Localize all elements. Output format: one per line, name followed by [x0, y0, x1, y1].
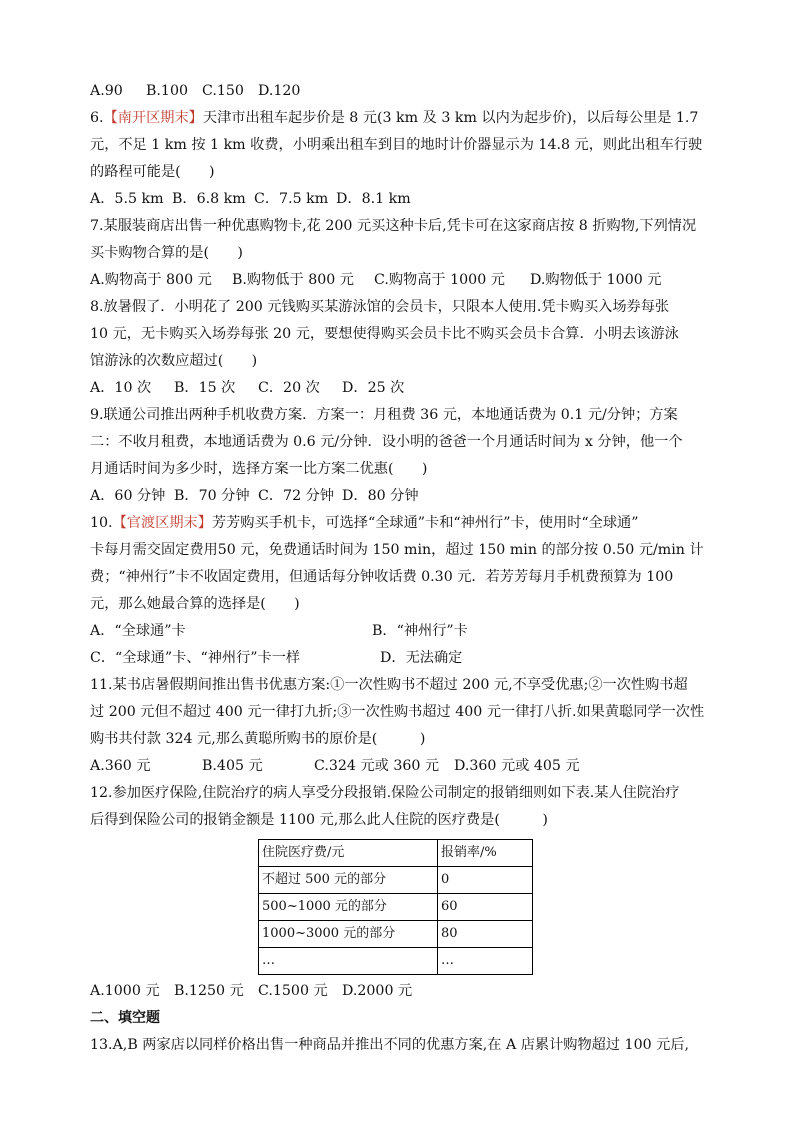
q5-option-b: B.100	[146, 83, 189, 99]
q6-line-3: 的路程可能是( )	[90, 164, 215, 180]
q7-options	[90, 267, 702, 294]
q10-number: 10.	[90, 515, 113, 531]
q6-text-1: 天津市出租车起步价是 8 元(3 km 及 3 km 以内为起步价)，以后每公里是 1.7	[202, 110, 699, 126]
q11-line-1: 11.某书店暑假期间推出售书优惠方案:①一次性购书不超过 200 元,不享受优惠;②一次性购书超	[90, 677, 688, 693]
q7-option-c: C.购物高于 1000 元	[374, 272, 505, 288]
q8-line-2: 10 元，无卡购买入场券每张 20 元，要想使得购买会员卡比不购买会员卡合算．小明去该游泳	[90, 326, 679, 342]
q6-options	[90, 186, 702, 213]
q8-option-a: A．10 次	[90, 380, 152, 396]
q6-line-2: 元，不足 1 km 按 1 km 收费，小明乘出租车到目的地时计价器显示为 14.8 元，则此出租车行驶	[90, 137, 703, 153]
q11-line-3: 购书共付款 324 元,那么黄聪所购书的原价是( )	[90, 731, 426, 747]
exam-page	[90, 78, 705, 1059]
q8-option-c: C．20 次	[258, 380, 320, 396]
q9-options	[90, 483, 702, 510]
q11-option-a: A.360 元	[90, 758, 151, 774]
table-row	[259, 948, 533, 975]
q10-options-row-2	[90, 645, 702, 672]
table-cell-rate: …	[438, 948, 533, 975]
table-row	[259, 894, 533, 921]
q11-line-2: 过 200 元但不超过 400 元一律打九折;③一次性购书超过 400 元一律打八折.如果黄聪同学一次性	[90, 704, 705, 720]
q8-option-b: B．15 次	[174, 380, 236, 396]
q10-source-tag: 【官渡区期末】	[112, 515, 212, 531]
reimbursement-table	[258, 839, 533, 975]
q11-option-c: C.324 元或 360 元	[314, 758, 440, 774]
q7-option-b: B.购物低于 800 元	[232, 272, 354, 288]
table-header-row	[259, 840, 533, 867]
q8-option-d: D．25 次	[342, 380, 405, 396]
q5-options	[90, 78, 702, 105]
q6-option-d: D．8.1 km	[336, 191, 411, 207]
q6-option-b: B．6.8 km	[172, 191, 246, 207]
q10-option-a: A．“全球通”卡	[90, 623, 186, 639]
table-cell-range: …	[259, 948, 438, 975]
q9-line-3: 月通话时间为多少时，选择方案一比方案二优惠( )	[90, 461, 428, 477]
section-title-fill-in: 二、填空题	[90, 1010, 160, 1026]
q12-option-a: A.1000 元	[90, 983, 160, 999]
q9-option-b: B．70 分钟	[174, 488, 250, 504]
q6-source-tag: 【南开区期末】	[103, 110, 203, 126]
q10-option-b: B．“神州行”卡	[372, 623, 468, 639]
table-cell-rate: 60	[438, 894, 533, 921]
table-cell-rate: 80	[438, 921, 533, 948]
q6-option-c: C．7.5 km	[254, 191, 329, 207]
q6-line-1	[90, 105, 702, 132]
table-row	[259, 867, 533, 894]
q11-option-d: D.360 元或 405 元	[454, 758, 580, 774]
q10-option-c: C．“全球通”卡、“神州行”卡一样	[90, 650, 301, 666]
q8-options	[90, 375, 702, 402]
table-cell-range: 500~1000 元的部分	[259, 894, 438, 921]
table-row	[259, 921, 533, 948]
q10-line-3: 费；“神州行”卡不收固定费用，但通话每分钟收话费 0.30 元．若芳芳每月手机费预算为 100	[90, 569, 674, 585]
q12-line-1: 12.参加医疗保险,住院治疗的病人享受分段报销.保险公司制定的报销细则如下表.某人住院治疗	[90, 785, 680, 801]
q11-options	[90, 753, 702, 780]
table-cell-range: 1000~3000 元的部分	[259, 921, 438, 948]
q5-option-a: A.90	[90, 83, 123, 99]
table-cell-rate: 0	[438, 867, 533, 894]
table-header-cost: 住院医疗费/元	[259, 840, 438, 867]
q9-line-1: 9.联通公司推出两种手机收费方案．方案一：月租费 36 元，本地通话费为 0.1 元/分钟；方案	[90, 407, 678, 423]
q7-line-2: 买卡购物合算的是( )	[90, 245, 243, 261]
q10-line-2: 卡每月需交固定费用50 元，免费通话时间为 150 min，超过 150 min 的部分按 0.50 元/min 计	[90, 542, 704, 558]
q7-line-1: 7.某服装商店出售一种优惠购物卡,花 200 元买这种卡后,凭卡可在这家商店按 8 折购物,下列情况	[90, 218, 697, 234]
q10-option-d: D．无法确定	[380, 650, 463, 666]
q7-option-a: A.购物高于 800 元	[90, 272, 212, 288]
q12-option-b: B.1250 元	[174, 983, 244, 999]
q6-option-a: A．5.5 km	[90, 191, 164, 207]
q10-options-row-1	[90, 618, 702, 645]
q12-option-c: C.1500 元	[258, 983, 328, 999]
q7-option-d: D.购物低于 1000 元	[530, 272, 662, 288]
table-header-rate: 报销率/%	[438, 840, 533, 867]
q9-option-d: D．80 分钟	[342, 488, 419, 504]
q10-line-4: 元，那么她最合算的选择是( )	[90, 596, 300, 612]
q9-option-a: A．60 分钟	[90, 488, 166, 504]
q8-line-3: 馆游泳的次数应超过( )	[90, 353, 258, 369]
q11-option-b: B.405 元	[202, 758, 263, 774]
q9-option-c: C．72 分钟	[258, 488, 334, 504]
q12-option-d: D.2000 元	[342, 983, 413, 999]
q5-option-d: D.120	[258, 83, 301, 99]
q13-line-1: 13.A,B 两家店以同样价格出售一种商品并推出不同的优惠方案,在 A 店累计购物超过 100 元后,	[90, 1037, 690, 1053]
q10-text-1: 芳芳购买手机卡，可选择“全球通”卡和“神州行”卡，使用时“全球通”	[211, 515, 639, 531]
table-cell-range: 不超过 500 元的部分	[259, 867, 438, 894]
q8-line-1: 8.放暑假了．小明花了 200 元钱购买某游泳馆的会员卡，只限本人使用.凭卡购买入场券每张	[90, 299, 670, 315]
q5-option-c: C.150	[202, 83, 244, 99]
q10-line-1	[90, 510, 702, 537]
q12-line-2: 后得到保险公司的报销金额是 1100 元,那么此人住院的医疗费是( )	[90, 812, 548, 828]
q9-line-2: 二：不收月租费，本地通话费为 0.6 元/分钟．设小明的爸爸一个月通话时间为 x 分钟，他一个	[90, 434, 683, 450]
q12-options	[90, 978, 702, 1005]
q6-number: 6.	[90, 110, 104, 126]
